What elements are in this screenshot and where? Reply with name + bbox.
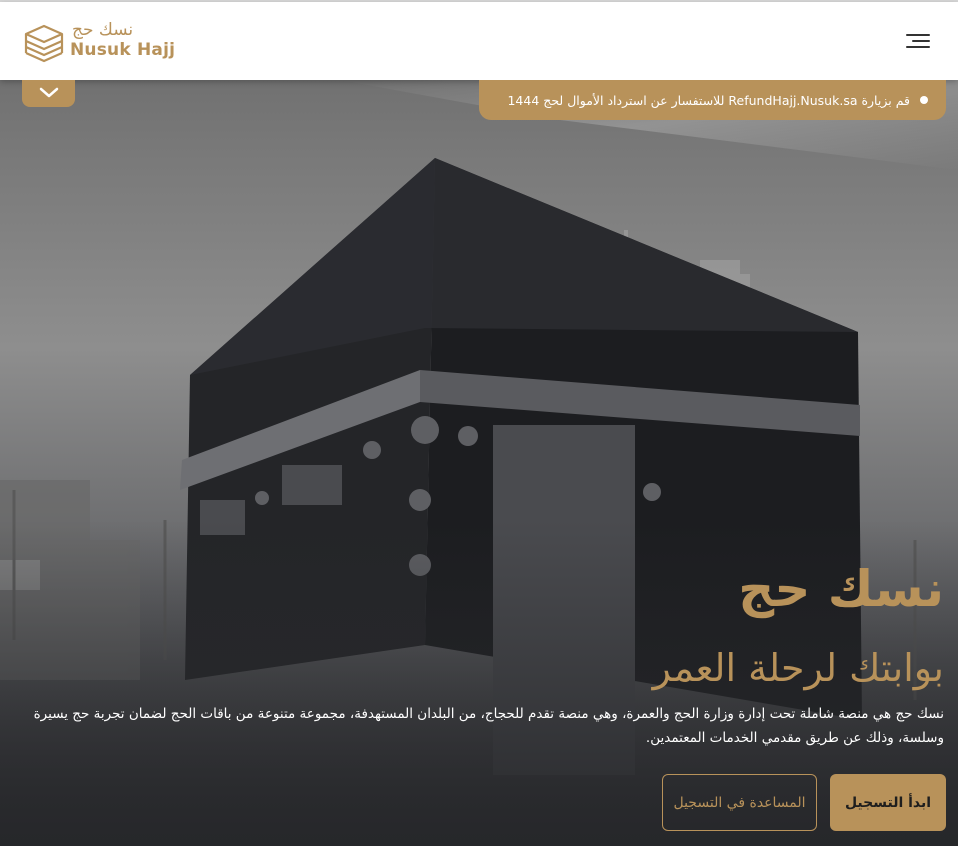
- start-registration-button[interactable]: ابدأ التسجيل: [830, 774, 946, 831]
- logo-arabic-text: نسك حج: [72, 20, 134, 40]
- hero-description: نسك حج هي منصة شاملة تحت إدارة وزارة الحج والعمرة، وهي منصة تقدم للحجاج، من البلدان المستهدفة، مجموعة متنوعة من باقات الحج لضمان تجربة حج يسيرة وسلسة، وذلك عن طريق مقدمي الخدمات المعتمدين.: [33, 706, 944, 746]
- nusuk-hajj-logo[interactable]: [22, 20, 176, 64]
- logo-english-text: Nusuk Hajj: [70, 40, 176, 60]
- hamburger-menu-icon[interactable]: [906, 34, 930, 52]
- registration-help-button[interactable]: المساعدة في التسجيل: [662, 774, 817, 831]
- site-header: [0, 2, 958, 80]
- chevron-down-icon: [38, 86, 60, 100]
- logo-books-icon: [22, 20, 66, 64]
- refund-notice-banner[interactable]: [479, 80, 946, 120]
- hero-subtitle: بوابتك لرحلة العمر: [652, 646, 944, 690]
- bullet-dot-icon: [920, 96, 928, 104]
- collapse-notice-button[interactable]: [22, 80, 75, 107]
- notice-text: قم بزيارة RefundHajj.Nusuk.sa للاستفسار عن استرداد الأموال لحج 1444: [507, 92, 910, 108]
- hero-title: نسك حج: [738, 560, 944, 618]
